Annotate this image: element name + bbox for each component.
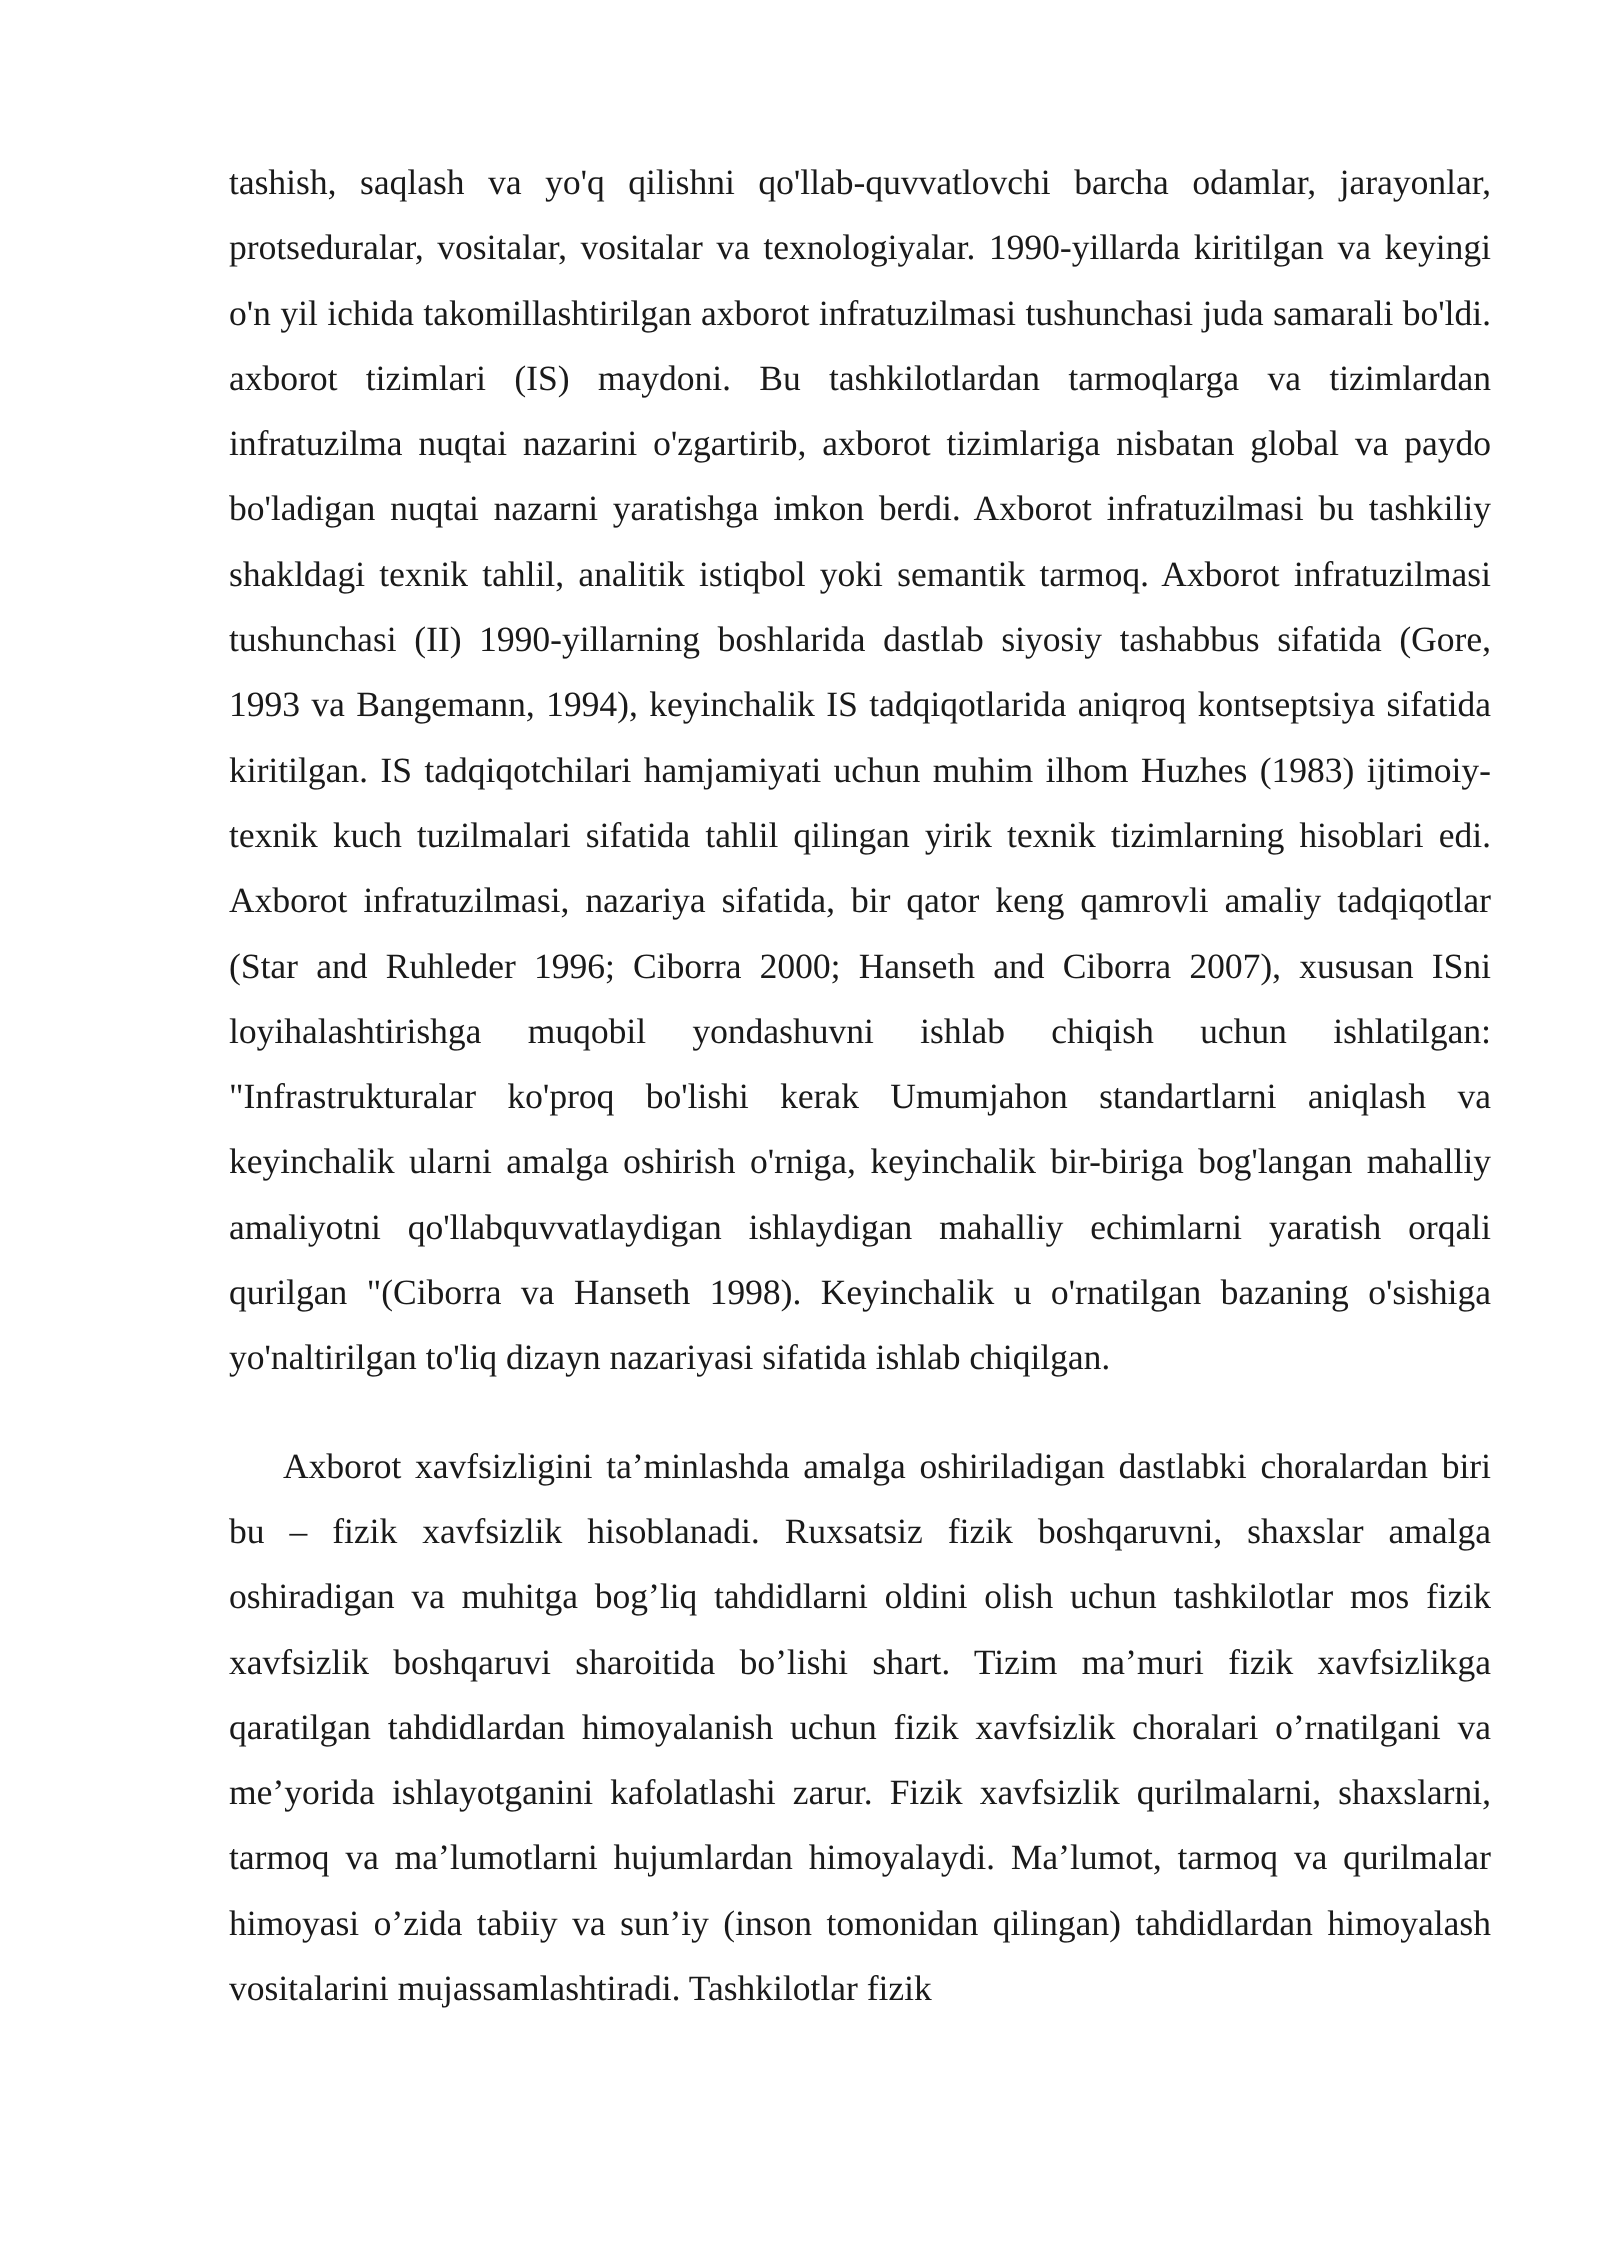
paragraph-physical-security: Axborot xavfsizligini ta’minlashda amalga oshiriladigan dastlabki choralardan biri bu – fizik xavfsizlik hisoblanadi. Ruxsatsiz fizik boshqaruvni, shaxslar amalga oshiradigan va muhitga bog’liq tahdidlarni oldini olish uchun tashkilotlar mos fizik xavfsizlik boshqaruvi sharoitida bo’lishi shart. Tizim ma’muri fizik xavfsizlikga qaratilgan tahdidlardan himoyalanish uchun fizik xavfsizlik choralari o’rnatilgani va me’yorida ishlayotganini kafolatlashi zarur. Fizik xavfsizlik qurilmalarni, shaxslarni, tarmoq va ma’lumotlarni hujumlardan himoyalaydi. Ma’lumot, tarmoq va qurilmalar himoyasi o’zida tabiiy va sun’iy (inson tomonidan qilingan) tahdidlardan himoyalash vositalarini mujassamlashtiradi. Tashkilotlar fizik xyxy=(229,1445,1491,2009)
document-page xyxy=(229,150,1491,2021)
paragraph-information-infrastructure: tashish, saqlash va yo'q qilishni qo'llab-quvvatlovchi barcha odamlar, jarayonlar, protseduralar, vositalar, vositalar va texnologiyalar. 1990-yillarda kiritilgan va keyingi o'n yil ichida takomillashtirilgan axborot infratuzilmasi tushunchasi juda samarali bo'ldi. axborot tizimlari (IS) maydoni. Bu tashkilotlardan tarmoqlarga va tizimlardan infratuzilma nuqtai nazarini o'zgartirib, axborot tizimlariga nisbatan global va paydo bo'ladigan nuqtai nazarni yaratishga imkon berdi. Axborot infratuzilmasi bu tashkiliy shakldagi texnik tahlil, analitik istiqbol yoki semantik tarmoq. Axborot infratuzilmasi tushunchasi (II) 1990-yillarning boshlarida dastlab siyosiy tashabbus sifatida (Gore, 1993 va Bangemann, 1994), keyinchalik IS tadqiqotlarida aniqroq kontseptsiya sifatida kiritilgan. IS tadqiqotchilari hamjamiyati uchun muhim ilhom Huzhes (1983) ijtimoiy-texnik kuch tuzilmalari sifatida tahlil qilingan yirik texnik tizimlarning hisoblari edi. Axborot infratuzilmasi, nazariya sifatida, bir qator keng qamrovli amaliy tadqiqotlar (Star and Ruhleder 1996; Ciborra 2000; Hanseth and Ciborra 2007), xususan ISni loyihalashtirishga muqobil yondashuvni ishlab chiqish uchun ishlatilgan: "Infrastrukturalar ko'proq bo'lishi kerak Umumjahon standartlarni aniqlash va keyinchalik ularni amalga oshirish o'rniga, keyinchalik bir-biriga bog'langan mahalliy amaliyotni qo'llabquvvatlaydigan ishlaydigan mahalliy echimlarni yaratish orqali qurilgan "(Ciborra va Hanseth 1998). Keyinchalik u o'rnatilgan bazaning o'sishiga yo'naltirilgan to'liq dizayn nazariyasi sifatida ishlab chiqilgan. xyxy=(229,162,1491,1378)
